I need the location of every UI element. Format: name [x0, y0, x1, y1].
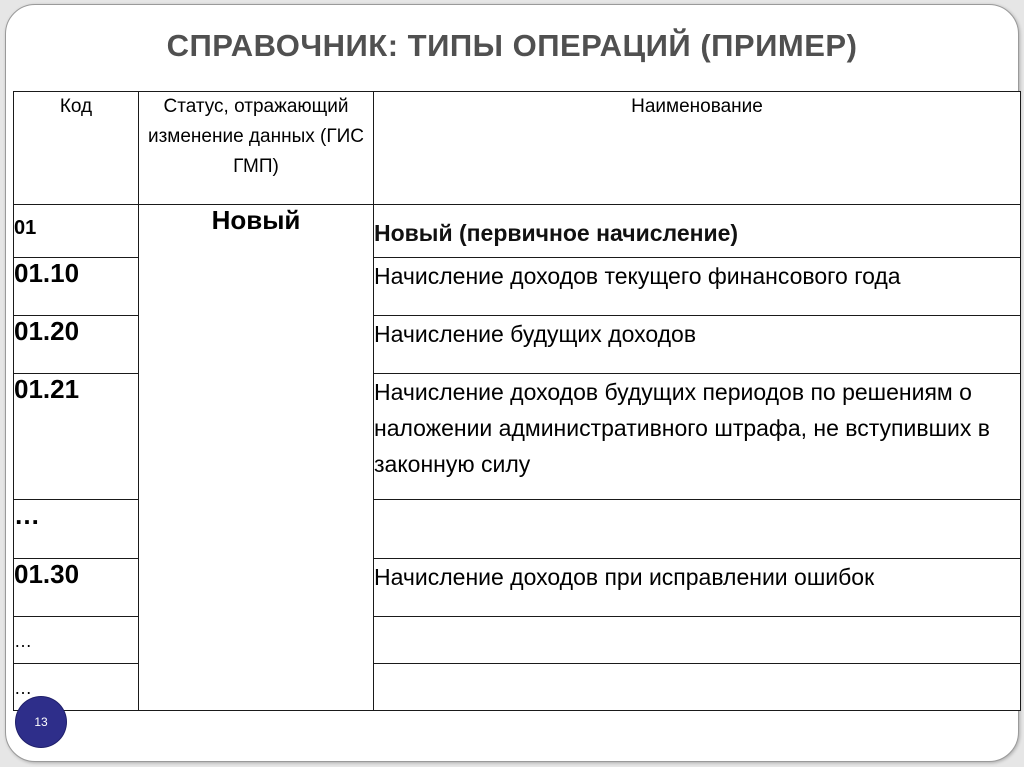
page-number-badge: 13 [16, 697, 66, 747]
operations-table [13, 91, 1021, 711]
header-status: Статус, отражающий изменение данных (ГИС ГМП) [139, 92, 374, 205]
slide-title: СПРАВОЧНИК: ТИПЫ ОПЕРАЦИЙ (ПРИМЕР) [166, 28, 858, 63]
row-code: 01.21 [14, 374, 139, 500]
row-code: 01 [14, 205, 139, 258]
table-header-row [14, 92, 1021, 205]
row-name: Начисление доходов текущего финансового года [374, 258, 1021, 316]
row-name: Начисление будущих доходов [374, 316, 1021, 374]
header-name: Наименование [374, 92, 1021, 205]
row-code: … [14, 664, 139, 711]
row-code: 01.10 [14, 258, 139, 316]
row-name [374, 617, 1021, 664]
row-name: Новый (первичное начисление) [374, 205, 1021, 258]
row-name [374, 500, 1021, 559]
row-code: … [14, 617, 139, 664]
row-code: 01.30 [14, 559, 139, 617]
row-code: … [14, 500, 139, 559]
row-name: Начисление доходов при исправлении ошибок [374, 559, 1021, 617]
table-row [14, 205, 1021, 258]
row-name [374, 664, 1021, 711]
row-code: 01.20 [14, 316, 139, 374]
status-cell: Новый [139, 205, 374, 711]
row-name: Начисление доходов будущих периодов по решениям о наложении административного штрафа, не вступивших в законную силу [374, 374, 1021, 500]
header-code: Код [14, 92, 139, 205]
